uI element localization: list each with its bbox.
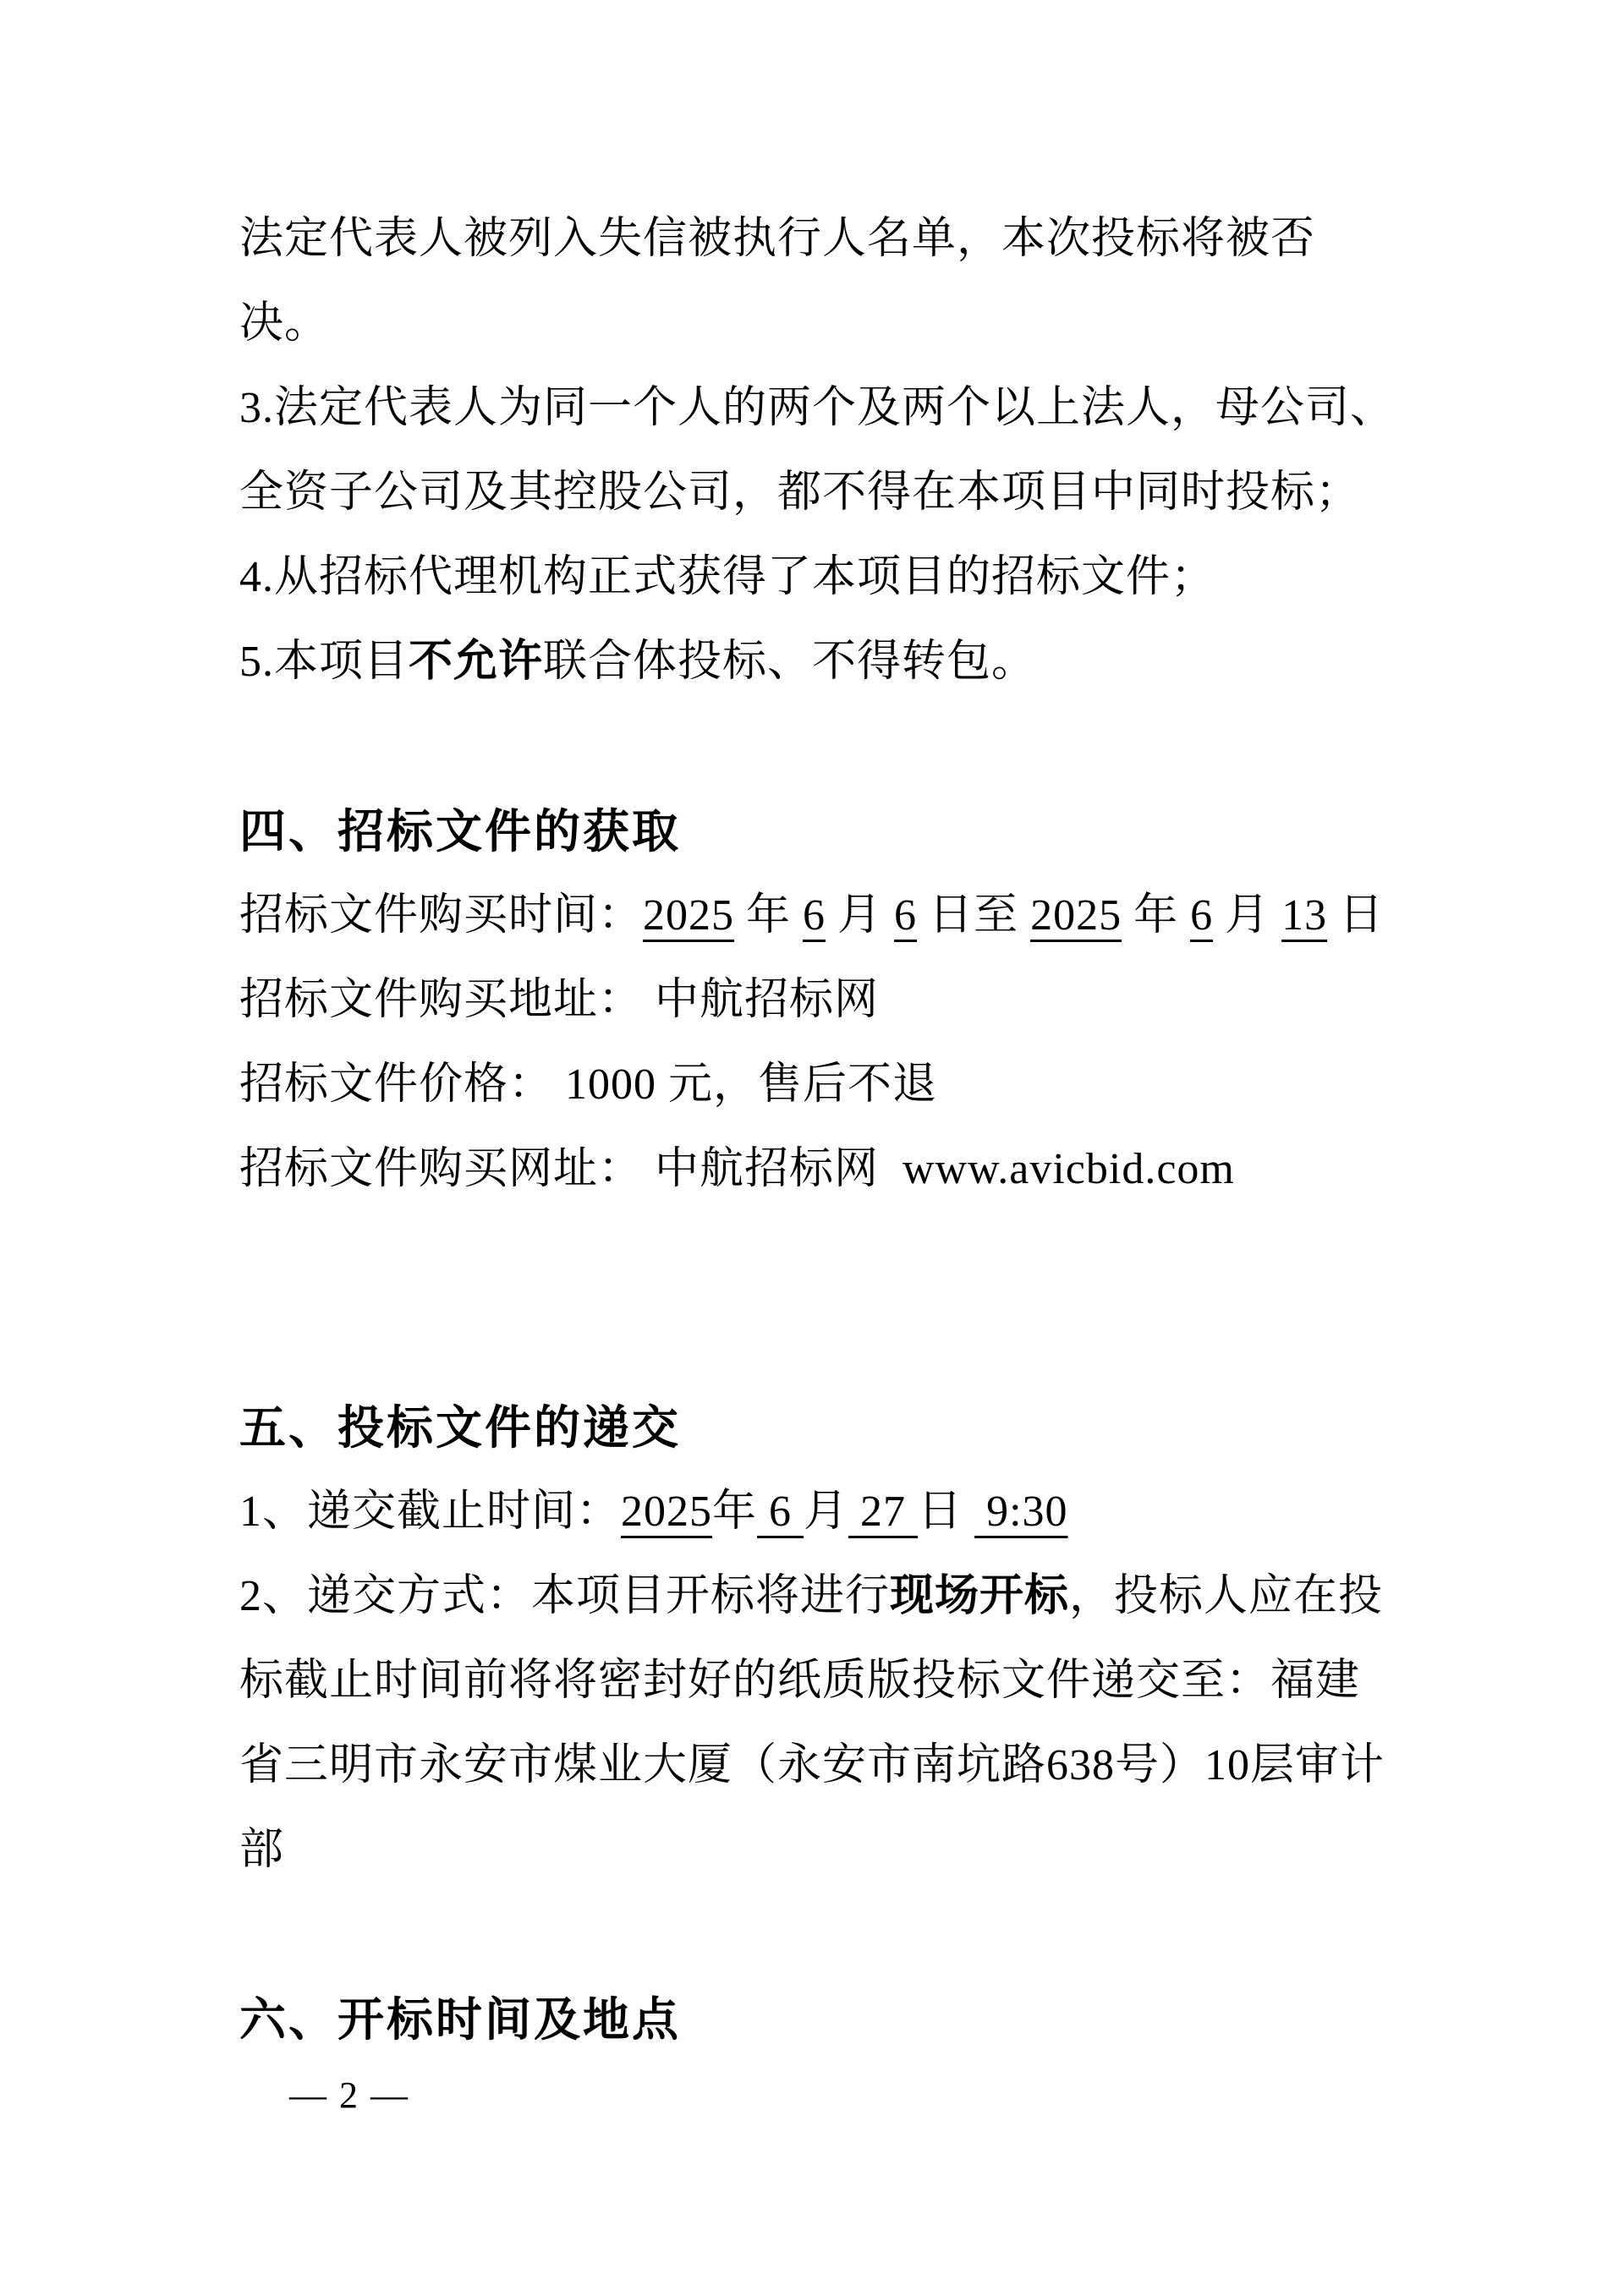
text-line [239, 1127, 1424, 1212]
text-line [239, 620, 1424, 704]
text-line [239, 1639, 1424, 1723]
text-segment: 日 [918, 1488, 975, 1536]
text-segment: 月 [804, 1488, 849, 1536]
text-line [239, 1808, 1424, 1893]
text-line [239, 366, 1424, 451]
text-segment: 部 [239, 1826, 285, 1874]
text-segment: 五、投标文件的递交 [239, 1401, 682, 1454]
document-body [239, 197, 1424, 2062]
text-line [239, 535, 1424, 620]
text-segment: 日至 [917, 891, 1031, 940]
text-segment: 六、开标时间及地点 [239, 1993, 682, 2046]
text-segment: 标截止时间前将将密封好的纸质版投标文件递交至：福建 [239, 1657, 1361, 1705]
text-segment: 招标文件购买网址： 中航招标网 www.avicbid.com [239, 1145, 1235, 1193]
text-line [239, 958, 1424, 1043]
text-segment: 年 [712, 1488, 758, 1536]
text-segment: 年 [734, 891, 804, 940]
underlined-field: 6 [757, 1488, 804, 1536]
text-segment: 联合体投标、不得转包。 [543, 638, 1037, 686]
section-heading [239, 1977, 1424, 2062]
text-line [239, 1723, 1424, 1808]
text-line [239, 1554, 1424, 1639]
text-segment: 招标文件购买时间： [239, 891, 644, 940]
underlined-field: 9:30 [974, 1488, 1068, 1536]
text-line [239, 197, 1424, 282]
text-segment: 日 [1327, 891, 1385, 940]
underlined-field: 2025 [1030, 891, 1122, 940]
text-segment: 招标文件价格： 1000 元，售后不退 [239, 1060, 938, 1109]
text-segment: 3.法定代表人为同一个人的两个及两个以上法人，母公司、 [239, 384, 1396, 432]
text-segment: 月 [826, 891, 895, 940]
text-segment: 四、招标文件的获取 [239, 805, 682, 858]
text-segment: 4.从招标代理机构正式获得了本项目的招标文件； [239, 553, 1216, 601]
text-segment: 5.本项目 [239, 638, 409, 686]
text-line [239, 874, 1424, 958]
bold-text: 现场开标 [890, 1572, 1070, 1620]
underlined-field: 6 [1190, 891, 1214, 940]
text-segment: 省三明市永安市煤业大厦（永安市南坑路638号）10层审计 [239, 1741, 1385, 1789]
text-line [239, 1043, 1424, 1127]
text-segment: ，投标人应在投 [1069, 1572, 1384, 1620]
bold-text: 不允许 [409, 638, 544, 686]
text-line [239, 451, 1424, 535]
section-heading [239, 1385, 1424, 1470]
underlined-field: 2025 [621, 1488, 713, 1536]
text-segment: 法定代表人被列入失信被执行人名单，本次投标将被否 [239, 215, 1316, 263]
section-heading [239, 789, 1424, 874]
text-segment: 1、递交截止时间： [239, 1488, 622, 1536]
underlined-field: 27 [848, 1488, 919, 1536]
text-segment: 月 [1213, 891, 1282, 940]
underlined-field: 6 [894, 891, 918, 940]
underlined-field: 6 [803, 891, 826, 940]
page-number: — 2 — [289, 2074, 409, 2116]
text-line [239, 1470, 1424, 1554]
text-segment: 全资子公司及其控股公司，都不得在本项目中同时投标； [239, 469, 1361, 517]
text-segment: 招标文件购买地址： 中航招标网 [239, 976, 880, 1024]
underlined-field: 13 [1281, 891, 1328, 940]
underlined-field: 2025 [643, 891, 735, 940]
text-segment: 决。 [239, 299, 330, 348]
text-segment: 2、递交方式：本项目开标将进行 [239, 1572, 891, 1620]
text-line [239, 282, 1424, 366]
text-segment: 年 [1122, 891, 1191, 940]
